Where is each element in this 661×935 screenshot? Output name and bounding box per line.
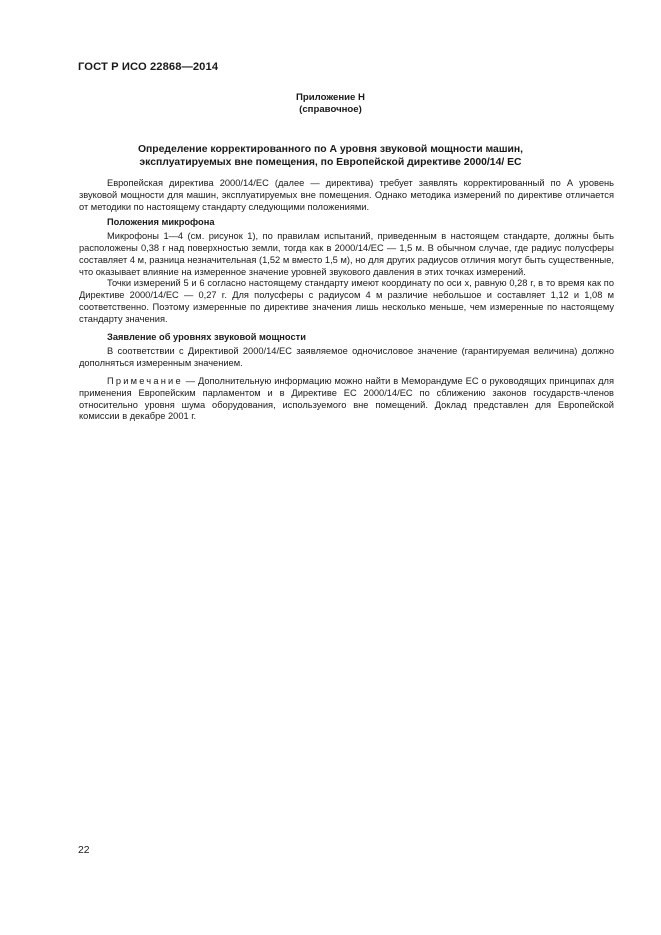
section-title-line1: Определение корректированного по А уровня звуковой мощности машин, xyxy=(137,144,524,155)
note-text: — Дополнительную информацию можно найти в Меморандуме ЕС о руководящих принципах для применения Европейским парламентом и в Директиве ЕС 2000/14/ЕС по сближению законов государств-членов относительно уровня шума оборудования, используемого вне помещений. Доклад представлен для Европейской комиссии в декабре 2001 г. xyxy=(79,375,614,422)
sound-power-declaration-heading: Заявление об уровнях звуковой мощности xyxy=(107,331,306,342)
intro-paragraph: Европейская директива 2000/14/ЕС (далее — директива) требует заявлять корректированный по А уровень звуковой мощности для машин, эксплуатируемых вне помещения. Однако методика измерений по директиве отличается от методики по настоящему стандарту следующими положениями. xyxy=(79,178,614,212)
annex-subtitle: (справочное) xyxy=(299,104,362,115)
microphone-paragraph: Микрофоны 1—4 (см. рисунок 1), по правилам испытаний, приведенным в настоящем стандарте, должны быть расположены 0,38 r над поверхностью земли, тогда как в 2000/14/ЕС — 1,5 м. В обычном случае, где радиус полусферы составляет 4 м, разница незначительная (1,52 м вместо 1,5 м), но для других радиусов отличия могут быть существенные, что оказывает влияние на измеренное значение уровней звукового давления в этих точках измерений. xyxy=(79,231,614,277)
annex-title: Приложение Н xyxy=(296,92,365,103)
page-number: 22 xyxy=(78,845,90,856)
microphone-positions-heading: Положения микрофона xyxy=(107,217,215,228)
section-title xyxy=(0,143,661,169)
standard-header: ГОСТ Р ИСО 22868—2014 xyxy=(78,61,219,73)
annex-heading xyxy=(0,92,661,116)
note-label: Примечание xyxy=(107,375,183,386)
note-paragraph xyxy=(79,376,614,423)
measurement-points-paragraph: Точки измерений 5 и 6 согласно настоящему стандарту имеют координату по оси x, равную 0,28 r, в то время как по Директиве 2000/14/ЕС — 0,27 r. Для полусферы с радиусом 4 м различие небольшое и составляет 1,12 и 1,08 м соответственно. Поэтому измеренные по директиве значения лишь несколько меньше, чем измеренные по настоящему стандарту значения. xyxy=(79,278,614,324)
document-body xyxy=(79,178,614,423)
section-title-line2: эксплуатируемых вне помещения, по Европейской директиве 2000/14/ ЕС xyxy=(139,157,522,168)
declaration-paragraph: В соответствии с Директивой 2000/14/ЕС заявляемое одночисловое значение (гарантируемая величина) должно дополняться измеренным значением. xyxy=(79,346,614,369)
